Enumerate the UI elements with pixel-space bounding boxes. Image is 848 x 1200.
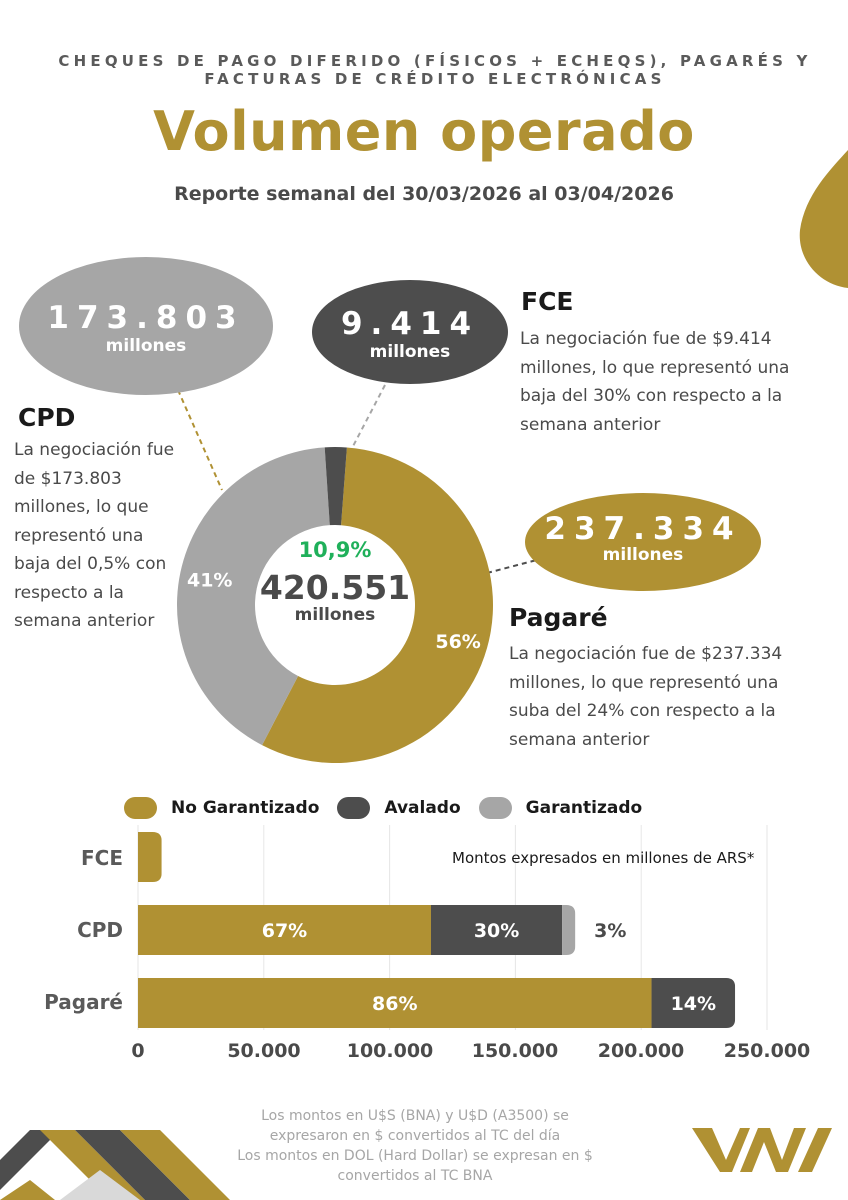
donut-center-unit: millones	[294, 605, 376, 625]
x-tick-100000: 100.000	[346, 1040, 434, 1062]
donut-center-total: 420.551	[259, 568, 411, 607]
bar-label: 86%	[372, 993, 418, 1015]
legend-avalado	[337, 797, 460, 819]
donut-center-change: 10,9%	[298, 538, 372, 562]
legend-swatch-dark	[337, 797, 370, 819]
pagare-volume-value: 237.334	[544, 511, 742, 547]
bar-label: 3%	[594, 920, 627, 942]
page-title: Volumen operado	[153, 100, 695, 163]
fce-description: La negociación fue de $9.414 millones, lo que representó una baja del 30% con respecto a la semana anterior	[520, 329, 790, 435]
cpd-heading: CPD	[18, 403, 76, 432]
cpd-volume-unit: millones	[105, 336, 187, 356]
fce-volume-unit: millones	[369, 342, 451, 362]
cpd-volume-bubble	[19, 257, 273, 395]
bar-chart-legend	[124, 797, 642, 819]
bar-label: 14%	[670, 993, 717, 1015]
fce-volume-value: 9.414	[340, 306, 480, 342]
x-tick-250000: 250.000	[723, 1040, 811, 1062]
pagare-volume-bubble	[525, 493, 761, 591]
legend-label: No Garantizado	[171, 798, 320, 818]
footnote-line: Los montos en U$S (BNA) y U$D (A3500) se	[261, 1108, 569, 1124]
cpd-volume-value: 173.803	[47, 300, 245, 336]
report-date-range: Reporte semanal del 30/03/2026 al 03/04/2026	[174, 183, 674, 205]
footnote-line: expresaron en $ convertidos al TC del día	[269, 1128, 561, 1144]
donut-label: 41%	[186, 569, 233, 592]
footnote-line: convertidos al TC BNA	[337, 1168, 493, 1184]
legend-label: Avalado	[384, 798, 461, 818]
legend-garantizado	[479, 797, 643, 819]
donut-center	[240, 538, 430, 625]
bar-label: 67%	[261, 920, 308, 942]
legend-swatch-gold	[124, 797, 157, 819]
bar-segment-cpd-garantizado	[562, 905, 575, 955]
bar-chart-note: Montos expresados en millones de ARS*	[452, 849, 755, 867]
bar-category-cpd: CPD	[77, 918, 123, 942]
report-supertitle: CHEQUES DE PAGO DIFERIDO (FÍSICOS + ECHEQS), PAGARÉS Y FACTURAS DE CRÉDITO ELECTRÓNICAS	[58, 52, 812, 88]
bar-segment-fce-no-garantizado	[138, 832, 162, 882]
legend-swatch-gray	[479, 797, 512, 819]
x-tick-0: 0	[131, 1040, 145, 1062]
x-tick-150000: 150.000	[471, 1040, 559, 1062]
fce-volume-bubble	[312, 280, 508, 384]
bar-category-fce: FCE	[80, 846, 123, 870]
footnote-line: Los montos en DOL (Hard Dollar) se expresan en $	[237, 1148, 593, 1164]
footnote	[210, 1106, 620, 1186]
legend-no-garantizado	[124, 797, 319, 819]
bar-label: 30%	[473, 920, 520, 942]
donut-label: 56%	[435, 631, 481, 654]
legend-label: Garantizado	[525, 798, 643, 818]
bar-category-pagare: Pagaré	[44, 990, 123, 1014]
brand-logo	[690, 1120, 840, 1180]
pagare-volume-unit: millones	[602, 545, 684, 565]
x-tick-50000: 50.000	[227, 1040, 301, 1062]
pagare-heading: Pagaré	[509, 603, 608, 632]
decor-bottom-stripes	[0, 1110, 230, 1200]
x-tick-200000: 200.000	[597, 1040, 685, 1062]
pagare-description: La negociación fue de $237.334 millones, lo que representó una suba del 24% con respecto a la semana anterior	[509, 644, 783, 750]
fce-heading: FCE	[521, 287, 574, 316]
cpd-description: La negociación fue de $173.803 millones, lo que representó una baja del 0,5% con respecto a la semana anterior	[14, 440, 175, 631]
